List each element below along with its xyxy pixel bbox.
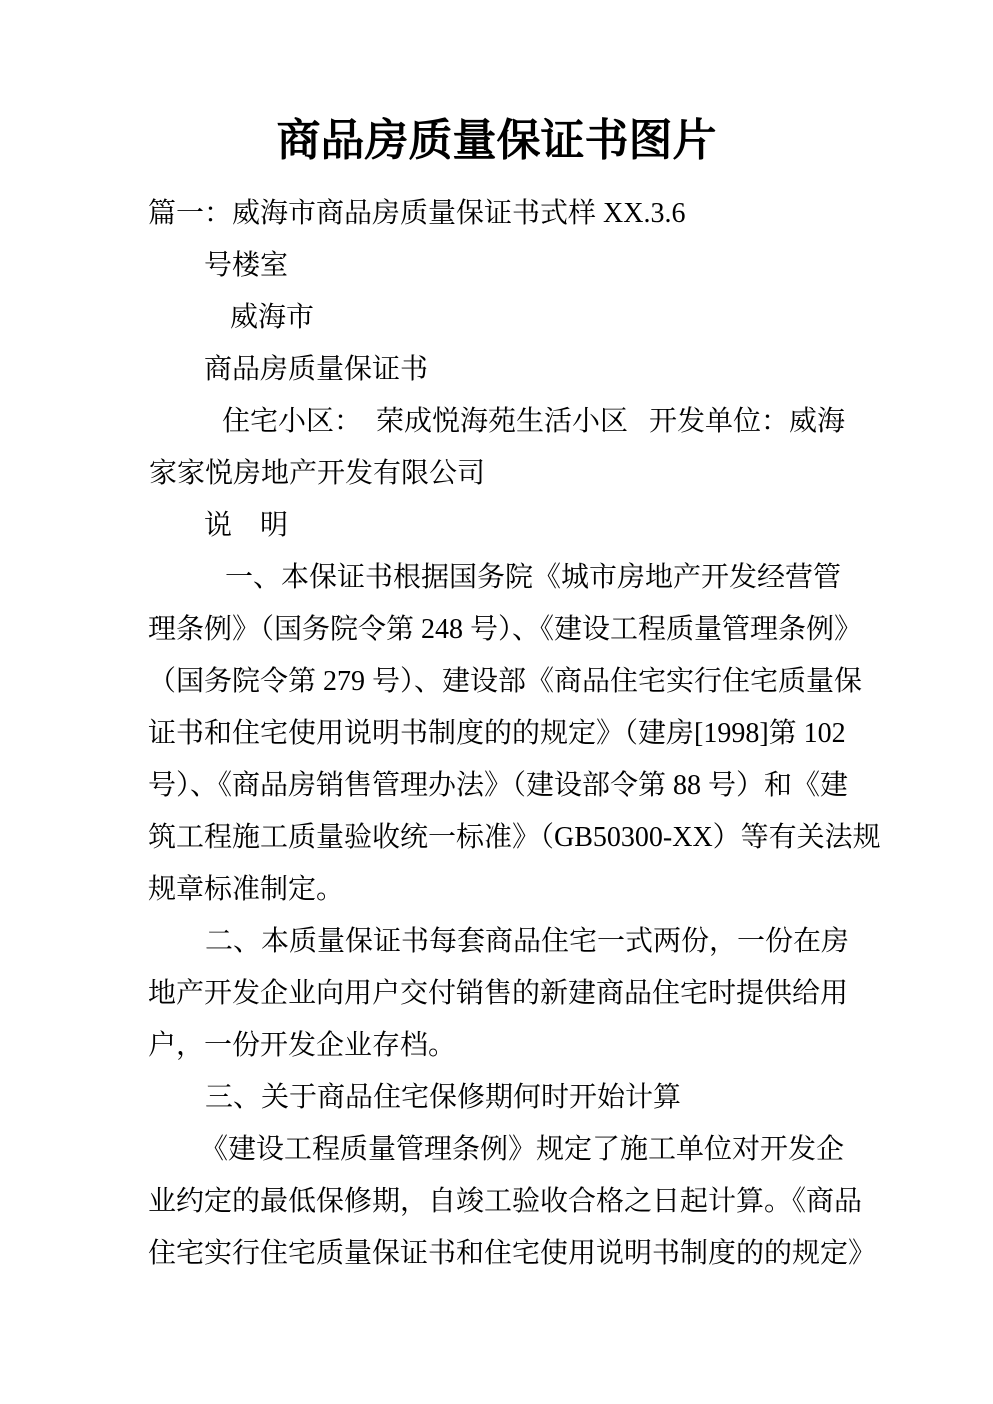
text-line: 证书和住宅使用说明书制度的的规定》（建房[1998]第 102 (148, 718, 846, 749)
text-line: 号楼室 (204, 250, 289, 281)
text-line: 号）、《商品房销售管理办法》（建设部令第 88 号）和《建 (148, 770, 849, 801)
document-body (148, 188, 948, 1280)
text-line: 商品房质量保证书 (204, 354, 429, 385)
document-title: 商品房质量保证书图片 (276, 116, 717, 165)
text-line: 二、本质量保证书每套商品住宅一式两份，一份在房 (205, 926, 850, 957)
text-line: 户，一份开发企业存档。 (148, 1030, 457, 1061)
text-line: 说 明 (204, 510, 289, 541)
text-line: 业约定的最低保修期，自竣工验收合格之日起计算。《商品 (148, 1186, 863, 1217)
text-line: 一、本保证书根据国务院《城市房地产开发经营管 (225, 562, 842, 593)
text-line: 规章标准制定。 (148, 874, 345, 905)
text-line: 住宅小区： 荣成悦海苑生活小区 开发单位：威海 (222, 406, 846, 437)
text-line: 三、关于商品住宅保修期何时开始计算 (205, 1082, 682, 1113)
text-line: 住宅实行住宅质量保证书和住宅使用说明书制度的的规定》 (148, 1238, 877, 1269)
text-line: 地产开发企业向用户交付销售的新建商品住宅时提供给用 (148, 978, 849, 1009)
text-line: 篇一：威海市商品房质量保证书式样 XX.3.6 (148, 198, 686, 229)
text-line: 家家悦房地产开发有限公司 (149, 458, 486, 489)
text-line: 威海市 (230, 302, 315, 333)
text-line: 理条例》（国务院令第 248 号）、《建设工程质量管理条例》 (148, 614, 863, 645)
text-line: 《建设工程质量管理条例》规定了施工单位对开发企 (200, 1134, 845, 1165)
text-line: （国务院令第 279 号）、建设部《商品住宅实行住宅质量保 (148, 666, 863, 697)
text-line: 筑工程施工质量验收统一标准》（GB50300-XX）等有关法规 (148, 822, 881, 853)
